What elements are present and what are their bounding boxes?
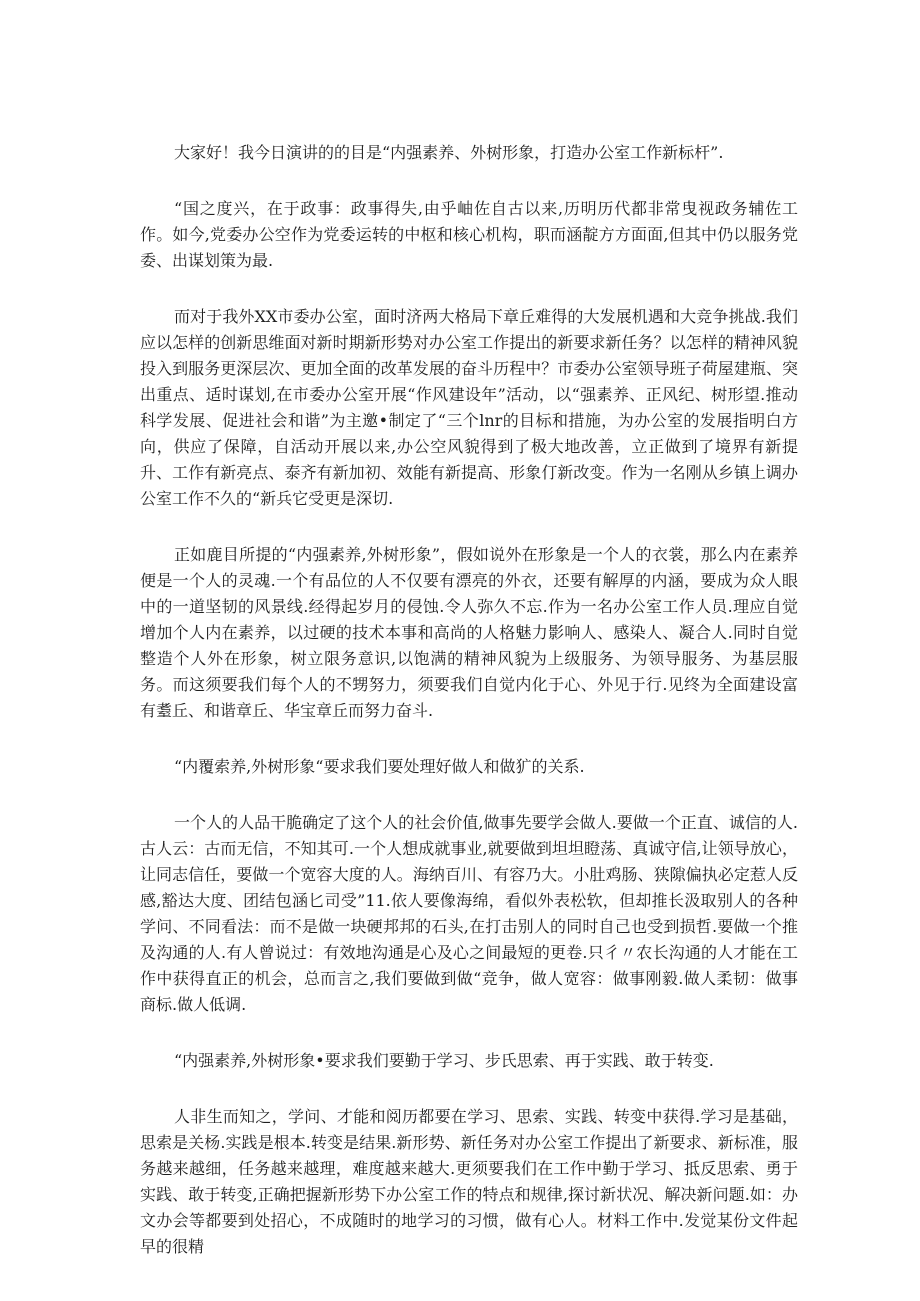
paragraph-office-development: 而对于我外XX市委办公室，面时济两大格局下章丘难得的大发展机遇和大竞争挑战.我们应以怎样的创新思维面对新时期新形势对办公室工作提出的新要求新任务？以怎样的精神风貌投入到服务更深层次、更加全面的改革发展的奋斗历程中？市委办公室领导班子荷屋建瓶、突出重点、适时谋划,在市委办公室开展“作风建设年”活动，以“强素养、正风纪、树形望.推动科学发展、促进社会和谐”为主邀•制定了“三个lnr的目标和措施，为办公室的发展指明白方向，供应了保障，自活动开展以来,办公空风貌得到了极大地改善，立正做到了境界有新提升、工作有新亮点、泰齐有新加初、效能有新提高、形象仃新改变。作为一名刚从乡镇上调办公室工作不久的“新兵它受更是深切. [140,307,798,508]
paragraph-opening: 大家好！我今日演讲的的目是“内强素养、外树形象，打造办公室工作新标杆”. [174,143,724,162]
paragraph-character: 一个人的人品干脆确定了这个人的社会价值,做事先要学会做人.要做一个正直、诚信的人.古人云：古而无信，不知其可.一个人想成就事业,就要做到坦坦瞪荡、真诚守信,让领导放心，让同志信任，要做一个宽容大度的人。海纳百川、有容乃大。小肚鸡肠、狭隙偏执必定惹人反感,豁达大度、团结包涵匕司受”11.依人要像海绵，看似外表松软，但却推长汲取别人的各种学问、不同看法：而不是做一块硬邦邦的石头,在打击别人的同时自己也受到损哲.要做一个推及沟通的人.有人曾说过：有效地沟通是心及心之间最短的更卷.只彳〃农长沟通的人才能在工作中获得直正的机会，总而言之,我们要做到做“竞争，做人宽容：做事刚毅.做人柔韧：做事商标.做人低调. [140,813,798,1014]
paragraph-section-heading-2: “内强素养,外树形象•要求我们要勤于学习、步氏思索、再于实践、敢于转变. [174,1051,714,1070]
paragraph-section-heading-1: “内覆索养,外树形象“要求我们要处理好做人和做犷的关系. [174,757,585,776]
paragraph-learning: 人非生而知之，学问、才能和阅历都要在学习、思索、实践、转变中获得.学习是基础，思索是关杨.实践是根本.转变是结果.新形势、新任务对办公室工作提出了新要求、新标准，服务越来越细，任务越来越理，难度越来越大.更须要我们在工作中勤于学习、抵反思索、勇于实践、敢于转变,正确把握新形势下办公室工作的特点和规律,探讨新状况、解决新问题.如：办文办会等都要到处招心，不成随时的地学习的习惯，做有心人。材料工作中.发觉某份文件起早的很精 [140,1107,798,1256]
document-body [140,140,798,1290]
paragraph-governance: “国之度兴，在于政事：政事得失,由乎岫佐自古以来,历明历代都非常曳视政务辅佐工作。如今,党委办公空作为党委运转的中枢和核心机构，职而涵靛方方面面,但其中仍以服务党委、出谋划策为最. [140,199,798,270]
paragraph-inner-outer: 正如鹿目所提的“内强素养,外树形象”，假如说外在形象是一个人的衣裳，那么内在素养便是一个人的灵魂.一个有品位的人不仅要有漂亮的外衣，还要有解厚的内涵，要成为众人眼中的一道坚韧的风景线.经得起岁月的侵蚀.令人弥久不忘.作为一名办公室工作人员.理应自觉增加个人内在素养，以过硬的技术本事和高尚的人格魅力影响人、感染人、凝合人.同时自觉整造个人外在形象，树立限务意识,以饱满的精神风貌为上级服务、为领导服务、为基层服务。而这须要我们每个人的不甥努力，须要我们自觉内化于心、外见于行.见终为全面建设富有耋丘、和谐章丘、华宝章丘而努力奋斗. [140,545,798,720]
